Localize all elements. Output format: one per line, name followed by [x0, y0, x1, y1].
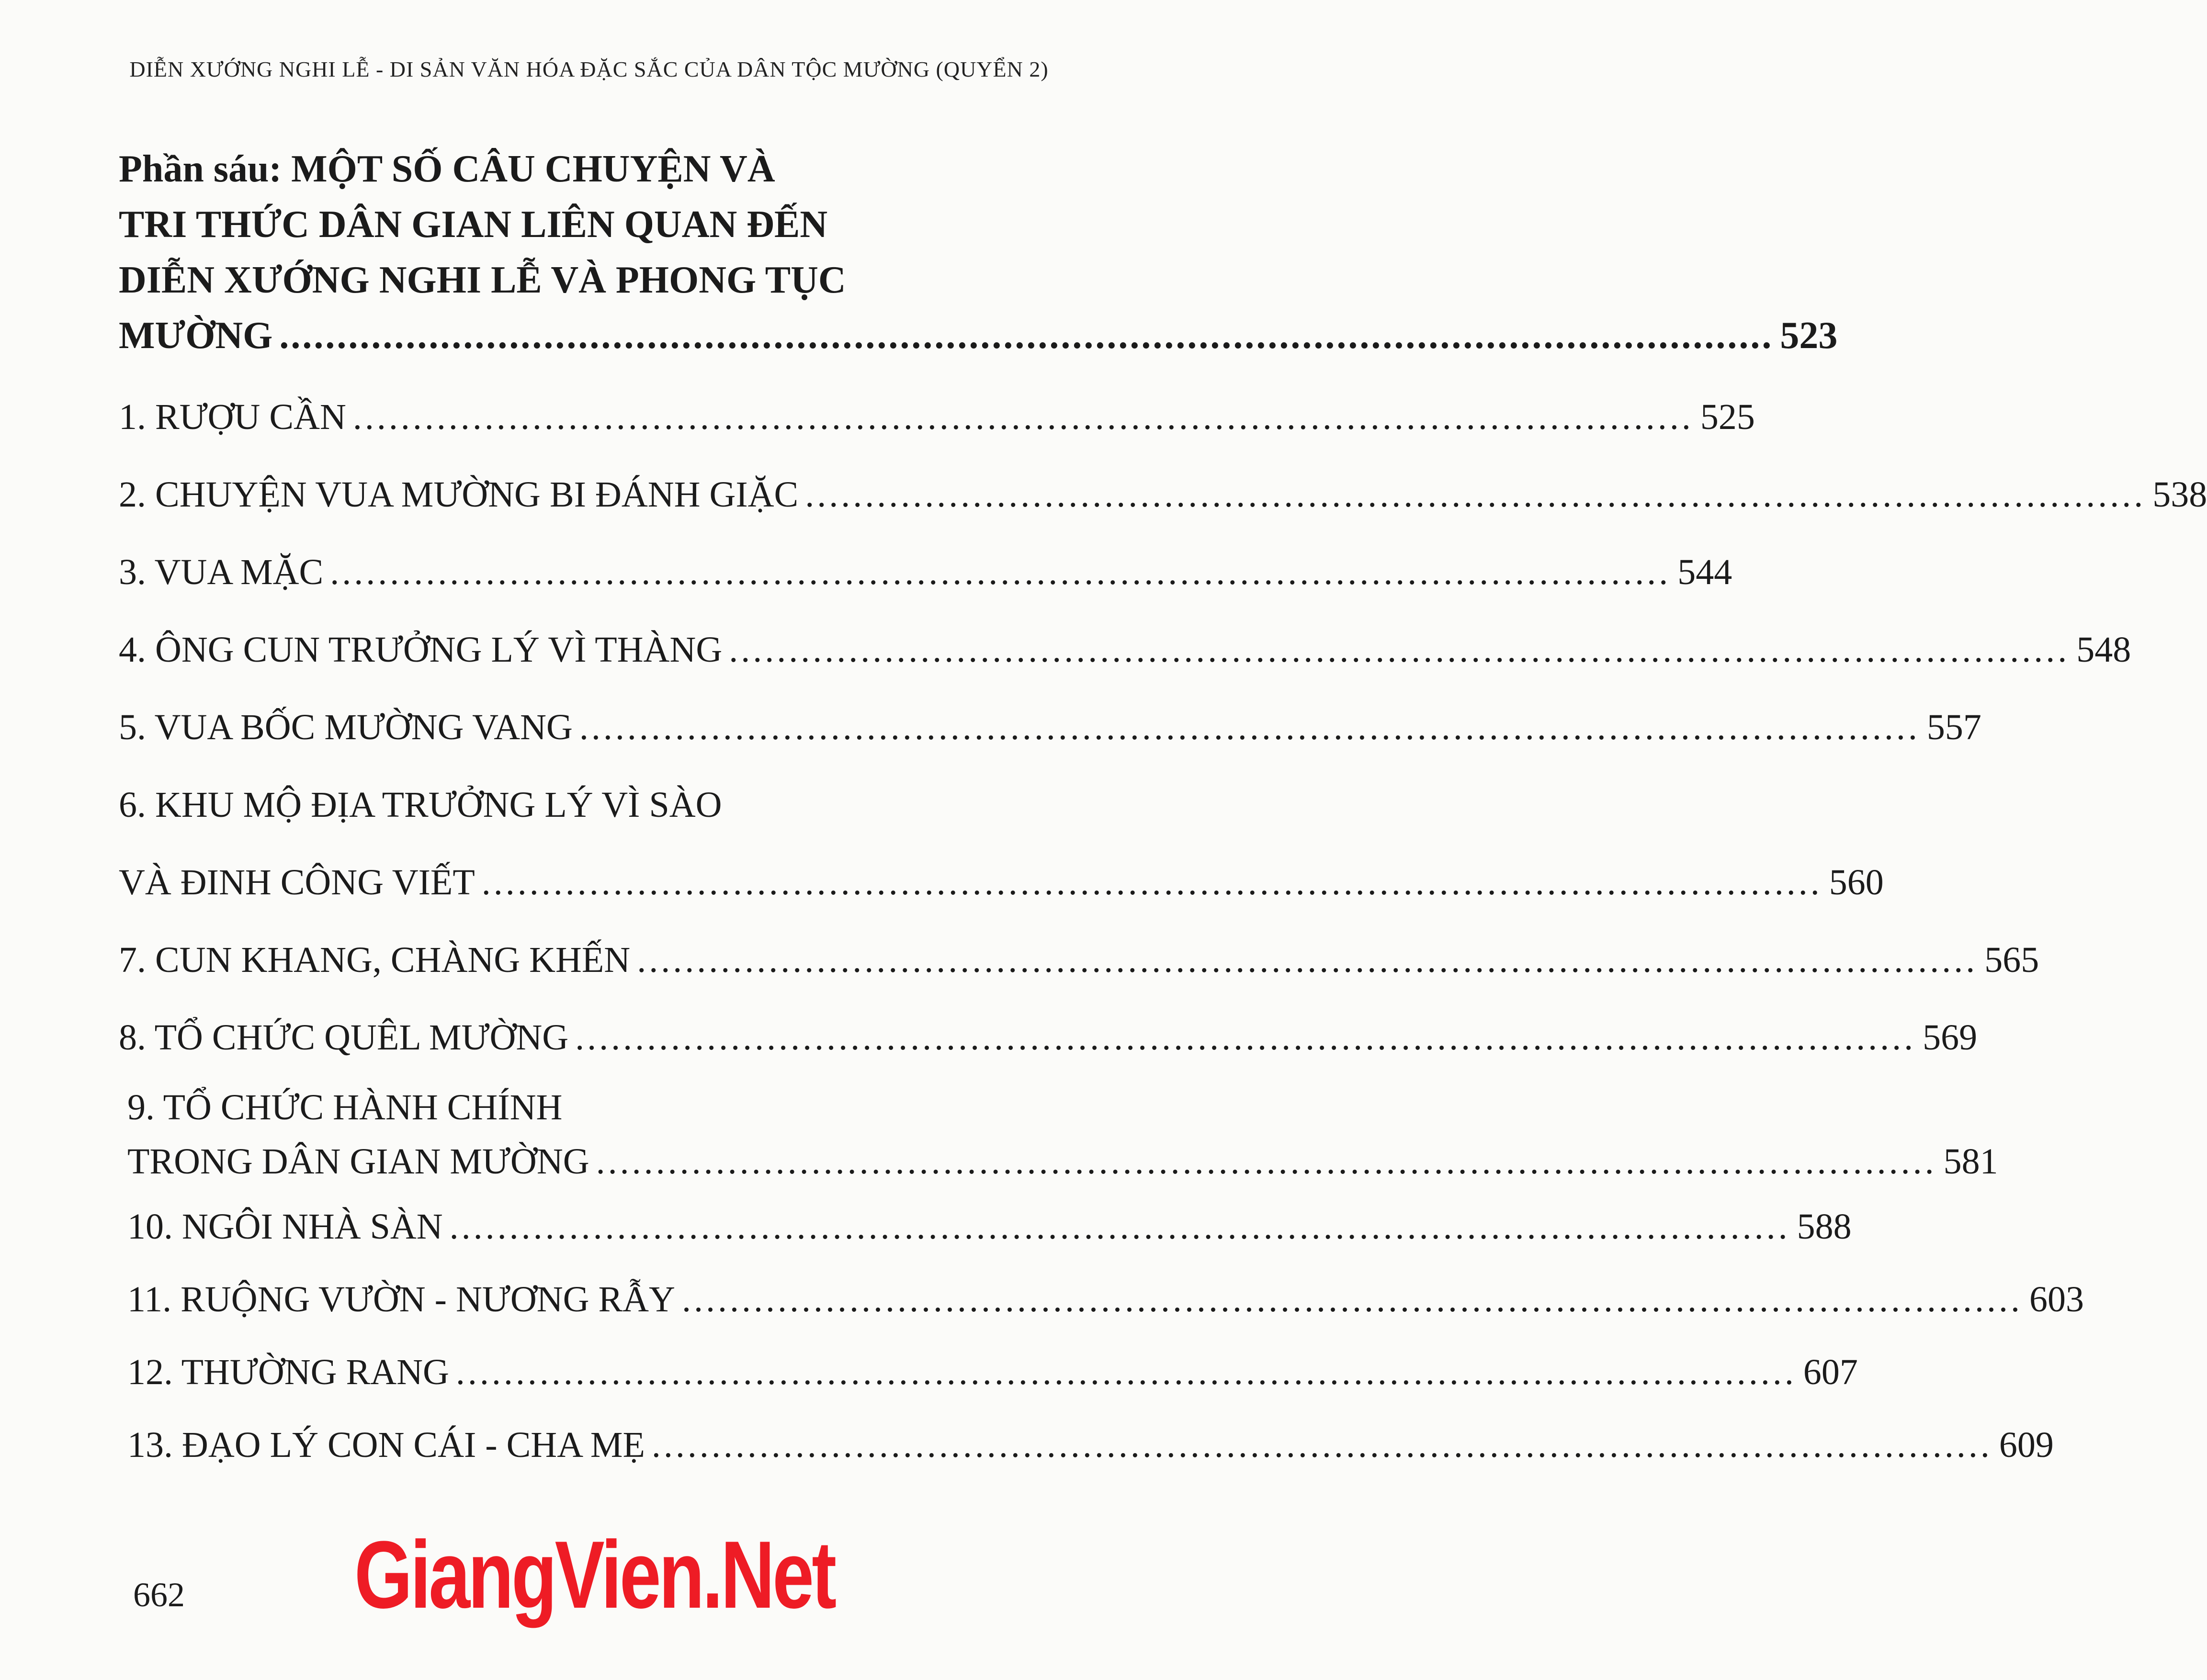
section-title-line-3: DIỄN XƯỚNG NGHI LỄ VÀ PHONG TỤC	[119, 259, 846, 301]
toc-entry-page: 544	[1677, 552, 1732, 592]
dot-leader: ................................................................................................................	[805, 474, 2146, 515]
toc-entry	[119, 1263, 2084, 1336]
toc-entry	[119, 378, 1755, 456]
toc-entry	[119, 1190, 1852, 1263]
toc-entry-label: 4. ÔNG CUN TRƯỞNG LÝ VÌ THÀNG	[119, 630, 723, 670]
dot-leader: ................................................................................................................	[681, 1279, 2023, 1319]
toc-entry-continuation	[127, 1133, 1998, 1190]
dot-leader: ................................................................................................................	[729, 630, 2070, 670]
toc-entry-page: 565	[1984, 940, 2039, 980]
dot-leader: ................................................................................................................	[579, 707, 1920, 747]
toc-entry-label: 2. CHUYỆN VUA MƯỜNG BI ĐÁNH GIẶC	[119, 474, 799, 515]
dot-leader: ..................................................................................................................................	[279, 315, 1774, 357]
toc-entry	[119, 1409, 2054, 1481]
toc-entry	[119, 533, 1732, 611]
toc-entry-page: 548	[2076, 630, 2131, 670]
dot-leader: ................................................................................................................	[596, 1141, 1937, 1182]
dot-leader: ................................................................................................................	[352, 397, 1694, 437]
toc-entry-page: 569	[1923, 1017, 1978, 1058]
toc-entry-label: 13. ĐẠO LÝ CON CÁI - CHA MẸ	[127, 1425, 645, 1465]
toc-entry-page: 581	[1943, 1141, 1998, 1182]
toc-entry-continuation	[119, 844, 1884, 921]
dot-leader: ................................................................................................................	[575, 1017, 1916, 1058]
toc-entry-label: 11. RUỘNG VƯỜN - NƯƠNG RẪY	[127, 1279, 675, 1319]
toc-entry-page: 525	[1700, 397, 1755, 437]
toc-entry	[119, 456, 2207, 533]
section-title-line-1: Phần sáu: MỘT SỐ CÂU CHUYỆN VÀ	[119, 148, 775, 190]
dot-leader: ................................................................................................................	[481, 862, 1822, 902]
toc-entry-label: 3. VUA MẶC	[119, 552, 324, 592]
toc-entry	[119, 1336, 1858, 1409]
toc-entry-label: 6. KHU MỘ ĐỊA TRƯỞNG LÝ VÌ SÀO	[119, 785, 722, 825]
toc-entry-label-continued: VÀ ĐINH CÔNG VIẾT	[119, 862, 475, 902]
dot-leader: ................................................................................................................	[455, 1352, 1797, 1392]
toc-entry-page: 538	[2152, 474, 2207, 515]
toc-entry	[119, 999, 1978, 1076]
watermark: GiangVien.Net	[354, 1522, 835, 1628]
toc-entry-label: 12. THƯỜNG RANG	[127, 1352, 449, 1392]
toc-entry	[119, 766, 1884, 921]
toc-entry-label: 1. RƯỢU CẦN	[119, 397, 346, 437]
dot-leader: ................................................................................................................	[637, 940, 1978, 980]
toc-entry-label: 10. NGÔI NHÀ SÀN	[127, 1206, 443, 1247]
toc-entry-page: 603	[2029, 1279, 2084, 1319]
toc-entry-page: 557	[1926, 707, 1981, 747]
running-header: DIỄN XƯỚNG NGHI LỄ - DI SẢN VĂN HÓA ĐẶC SẮC CỦA DÂN TỘC MƯỜNG (QUYỂN 2)	[129, 57, 1049, 81]
toc-entry	[119, 688, 1981, 766]
toc-entry-page: 560	[1829, 862, 1884, 902]
toc-entry-page: 609	[1999, 1425, 2054, 1465]
toc-entry	[119, 921, 2039, 999]
toc-entry-label-continued: TRONG DÂN GIAN MƯỜNG	[127, 1141, 589, 1182]
toc-entry-label: 5. VUA BỐC MƯỜNG VANG	[119, 707, 573, 747]
toc-entry-label: 7. CUN KHANG, CHÀNG KHẾN	[119, 940, 631, 980]
toc-entry	[119, 611, 2131, 688]
toc-entry-label: 9. TỔ CHỨC HÀNH CHÍNH	[127, 1087, 563, 1128]
toc-entries	[119, 378, 2207, 1481]
toc-entry-label: 8. TỔ CHỨC QUÊL MƯỜNG	[119, 1017, 569, 1058]
dot-leader: ................................................................................................................	[449, 1206, 1790, 1247]
section-title-line-2: TRI THỨC DÂN GIAN LIÊN QUAN ĐẾN	[119, 203, 828, 246]
section-page-number: 523	[1780, 315, 1838, 357]
page-number: 662	[133, 1576, 185, 1614]
toc-entry-page: 607	[1803, 1352, 1858, 1392]
dot-leader: ................................................................................................................	[330, 552, 1671, 592]
toc-entry	[119, 1076, 1998, 1190]
section-title	[119, 141, 1838, 363]
section-title-last-word: MƯỜNG	[119, 315, 273, 357]
section-title-line-4	[119, 308, 1838, 363]
toc-entry-page: 588	[1797, 1206, 1852, 1247]
dot-leader: ................................................................................................................	[651, 1425, 1992, 1465]
